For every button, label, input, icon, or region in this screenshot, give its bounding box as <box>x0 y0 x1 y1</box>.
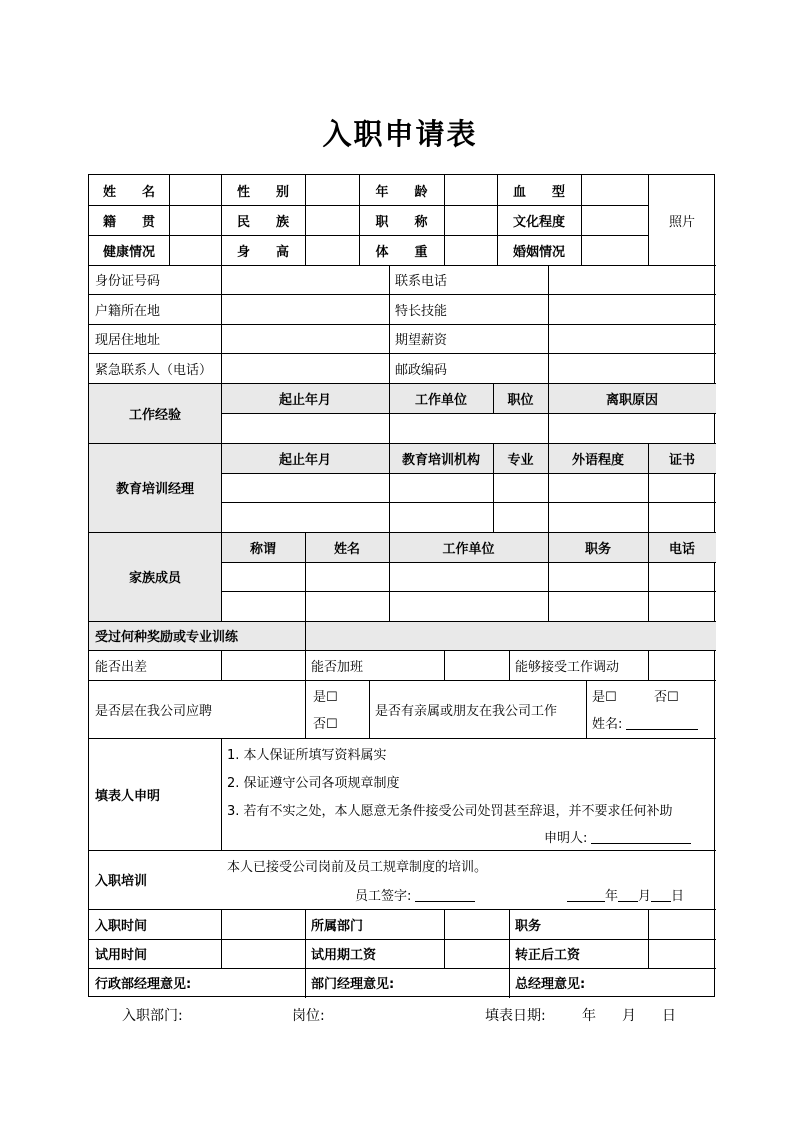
edu-header-institution: 教育培训机构 <box>401 452 480 468</box>
label-health: 健康情况 <box>102 244 155 260</box>
training-statement: 本人已接受公司岗前及员工规章制度的培训。 <box>227 859 488 875</box>
label-weight: 体 重 <box>375 244 428 260</box>
label-probation-time: 试用时间 <box>95 948 148 963</box>
label-address: 现居住地址 <box>95 333 161 348</box>
relatives-name-label: 姓名: <box>592 716 623 732</box>
label-postcode: 邮政编码 <box>395 362 448 378</box>
training-year-line[interactable] <box>567 887 605 902</box>
footer-year: 年 <box>582 1008 596 1024</box>
application-form <box>88 174 715 997</box>
relatives-name-line[interactable] <box>626 715 698 730</box>
photo-box[interactable]: 照片 <box>668 214 695 230</box>
work-header-reason: 离职原因 <box>605 392 658 408</box>
label-skills: 特长技能 <box>395 303 448 319</box>
relatives-name-field[interactable] <box>592 710 714 734</box>
training-label: 入职培训 <box>95 874 148 889</box>
label-education: 文化程度 <box>512 214 565 230</box>
awards-label: 受过何种奖励或专业训练 <box>95 630 239 645</box>
label-emergency: 紧急联系人（电话） <box>95 362 213 378</box>
declaration-label: 填表人申明 <box>95 788 161 804</box>
applied-no-checkbox[interactable]: 否☐ <box>313 716 338 732</box>
edu-header-major: 专业 <box>507 452 534 468</box>
footer-department: 入职部门: <box>122 1008 183 1024</box>
declaration-signer-line[interactable] <box>591 829 691 844</box>
label-transfer: 能够接受工作调动 <box>515 659 620 675</box>
work-header-position: 职位 <box>507 392 534 408</box>
label-admin-opinion: 行政部经理意见: <box>95 976 192 992</box>
label-blood: 血 型 <box>512 184 565 200</box>
label-ethnic: 民 族 <box>236 214 289 230</box>
training-day-line[interactable] <box>651 887 671 902</box>
family-header-relation: 称谓 <box>249 541 276 557</box>
footer-month: 月 <box>622 1008 636 1024</box>
label-native: 籍 贯 <box>102 214 155 230</box>
edu-header-language: 外语程度 <box>571 452 624 468</box>
family-header-phone: 电话 <box>668 541 695 557</box>
label-applied-before: 是否层在我公司应聘 <box>95 703 213 719</box>
label-gender: 性 别 <box>236 184 289 200</box>
training-date-field[interactable] <box>567 881 715 907</box>
label-department: 所属部门 <box>311 918 364 934</box>
label-position: 职务 <box>515 918 542 934</box>
work-header-period: 起止年月 <box>278 392 331 408</box>
family-section-label: 家族成员 <box>128 571 181 586</box>
edu-header-period: 起止年月 <box>278 452 331 468</box>
declaration-item-3: 3. 若有不实之处，本人愿意无条件接受公司处罚甚至辞退，并不要求任何补助 <box>227 803 673 819</box>
label-overtime: 能否加班 <box>311 659 364 675</box>
footer-day: 日 <box>662 1008 676 1024</box>
work-section-label: 工作经验 <box>128 407 181 423</box>
training-sign-field[interactable] <box>355 881 495 907</box>
training-month-line[interactable] <box>618 887 638 902</box>
family-header-employer: 工作单位 <box>442 541 495 557</box>
label-hukou: 户籍所在地 <box>95 303 161 319</box>
label-job-title: 职 称 <box>375 214 428 230</box>
label-gm-opinion: 总经理意见: <box>515 976 586 992</box>
work-header-employer: 工作单位 <box>414 392 467 408</box>
label-dept-opinion: 部门经理意见: <box>311 976 395 992</box>
label-age: 年 龄 <box>375 184 428 200</box>
edu-section-label: 教育培训经理 <box>115 482 194 497</box>
label-entry-time: 入职时间 <box>95 918 148 934</box>
family-header-name: 姓名 <box>333 541 360 557</box>
family-header-duty: 职务 <box>584 541 611 557</box>
declaration-item-1: 1. 本人保证所填写资料属实 <box>227 747 387 763</box>
relatives-no-checkbox[interactable]: 否☐ <box>654 689 679 705</box>
label-salary: 期望薪资 <box>395 333 448 348</box>
declaration-signer-field[interactable] <box>544 824 714 848</box>
label-height: 身 高 <box>236 244 289 260</box>
page-title: 入职申请表 <box>322 117 478 151</box>
training-sign-label: 员工签字: <box>355 888 412 904</box>
label-relatives: 是否有亲属或朋友在我公司工作 <box>375 703 558 719</box>
label-id-number: 身份证号码 <box>95 274 161 289</box>
training-day: 日 <box>671 888 685 904</box>
applied-yes-checkbox[interactable]: 是☐ <box>313 689 338 705</box>
relatives-yes-checkbox[interactable]: 是☐ <box>592 689 617 705</box>
footer-post: 岗位: <box>292 1008 325 1024</box>
training-sign-line[interactable] <box>415 887 475 902</box>
edu-header-certificate: 证书 <box>668 452 695 468</box>
footer-date: 填表日期: <box>485 1008 546 1024</box>
declaration-signer-label: 申明人: <box>544 830 588 846</box>
label-regular-salary: 转正后工资 <box>515 948 581 963</box>
training-year: 年 <box>605 888 619 904</box>
label-probation-salary: 试用期工资 <box>311 948 377 963</box>
declaration-item-2: 2. 保证遵守公司各项规章制度 <box>227 775 400 791</box>
training-month: 月 <box>638 888 652 904</box>
label-marital: 婚姻情况 <box>512 244 565 260</box>
label-phone: 联系电话 <box>395 274 448 289</box>
label-name: 姓 名 <box>102 184 155 200</box>
label-travel: 能否出差 <box>95 659 148 675</box>
